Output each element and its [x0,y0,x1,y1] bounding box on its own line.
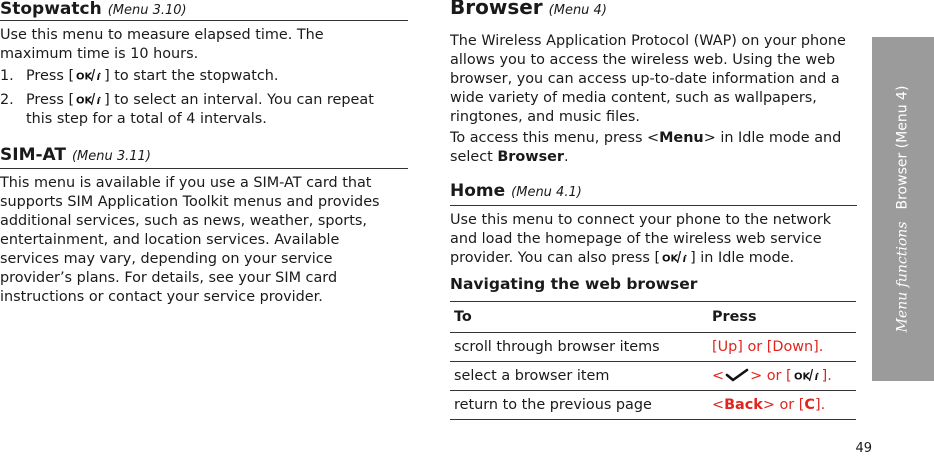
nav-heading: Navigating the web browser [450,275,698,293]
row-2-press: < > or [ ]. [712,362,856,391]
menu-key-label: Menu [659,130,704,146]
step-1-number: 1. [0,68,14,84]
table-row [450,391,856,420]
side-section-tab [872,37,934,381]
home-body: Use this menu to connect your phone to the network and load the homepage of the wireless web service provider. You can also press [ ] in Idle mode. [450,212,832,266]
browser-menu-ref: (Menu 4) [548,3,607,18]
browser-access-text: To access this menu, press <Menu> in Idle mode and select Browser. [450,130,842,165]
table-row [450,333,856,362]
row-1-to: scroll through browser items [450,333,712,362]
home-heading [450,182,582,202]
header-to: To [450,302,712,333]
back-key-label: Back [724,396,763,413]
row-1-press: [Up] or [Down]. [712,333,856,362]
step-1-pre: Press [ [26,68,75,84]
row-2-to: select a browser item [450,362,712,391]
browser-menu-label: Browser [497,149,565,165]
home-title: Home [450,181,506,201]
simat-heading [0,146,151,166]
ok-key-icon [74,92,104,106]
row-3-to: return to the previous page [450,391,712,420]
stopwatch-title: Stopwatch [0,0,102,19]
browser-body: The Wireless Application Protocol (WAP) on your phone allows you to access the wireless web. Using the web browser, you can access up-to-date information and a wide variety of media content, such as wallpapers, ringtones, and music files. [450,33,846,125]
simat-body: This menu is available if you use a SIM-AT card that supports SIM Application Toolkit menus and provides additional services, such as news, weather, sports, entertainment, and location services. Available services may vary, depending on your service provider’s plans. For details, see your SIM card instructions or contact your service provider. [0,175,380,305]
header-press: Press [712,302,856,333]
browser-heading [450,0,607,20]
stopwatch-intro: Use this menu to measure elapsed time. The maximum time is 10 hours. [0,27,324,62]
stopwatch-heading [0,0,187,20]
home-menu-ref: (Menu 4.1) [511,185,582,200]
c-key-label: C [804,396,815,413]
simat-menu-ref: (Menu 3.11) [71,149,151,164]
ok-key-icon [74,68,104,82]
nav-table [450,301,856,420]
stopwatch-rule [0,20,408,21]
table-row [450,362,856,391]
row-3-press: <Back> or [C]. [712,391,856,420]
step-2-number: 2. [0,92,14,108]
simat-title: SIM-AT [0,145,66,165]
browser-title: Browser [450,0,543,19]
ok-key-icon [660,250,690,264]
ok-key-icon [792,368,822,382]
stopwatch-menu-ref: (Menu 3.10) [107,3,187,18]
soft-key-check-icon [724,368,750,382]
side-tab-section: Menu functions [894,221,911,333]
page-number: 49 [855,441,872,456]
table-header-row [450,302,856,333]
step-2-post: ] to select an interval. You can repeat this step for a total of 4 intervals. [26,92,374,127]
step-1-post: ] to start the stopwatch. [104,68,279,84]
home-rule [450,205,857,206]
side-tab-text [894,86,913,333]
side-tab-item: Browser (Menu 4) [894,85,911,210]
step-2-pre: Press [ [26,92,75,108]
simat-rule [0,168,408,169]
